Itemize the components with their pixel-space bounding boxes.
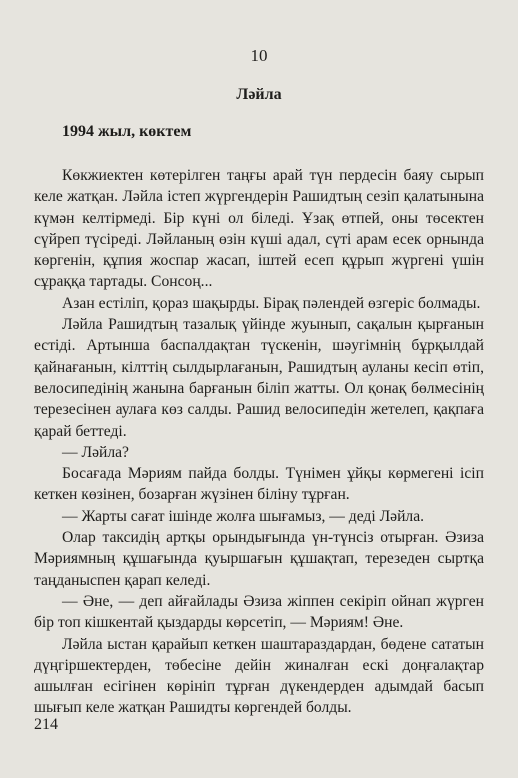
paragraph: — Әне, — деп айғайлады Әзиза жіппен секіріп ойнап жүрген бір топ кішкентай қыздарды көрсетіп, — Мәриям! Әне. — [34, 592, 484, 632]
paragraph: Босағада Мәриям пайда болды. Түнімен ұйқы көрмегені ісіп кеткен көзінен, бозарған жүзінен біліну тұрған. — [34, 465, 484, 504]
paragraph: Ләйла Рашидтың тазалық үйінде жуынып, сақалын қырғанын естіді. Артынша баспалдақтан түскенін, шәугімнің бұрқылдай қайнағанын, кілттің сылдырлағанын, Рашидтың ауланы кесіп өтіп, велосипедінің жанына барғанын біліп жатты. Ол қонақ бөлмесінің терезесінен аулаға көз салды. Рашид велосипедін жетелеп, қақпаға қарай беттеді. — [34, 316, 484, 440]
paragraph: Көкжиектен көтерілген таңғы арай түн пердесін баяу сырып келе жатқан. Ләйла істеп жүргендерін Рашидтың сезіп қалатынына күмән келтірмеді. Бір күні ол біледі. Ұзақ өтпей, оны төсектен сүйреп түсіреді. Ләйланың өзін күші адал, сүті арам есек орнында көргенін, құпия жоспар жасап, іштей есеп құрып жүргені үшін сұраққа тартады. Сонсоң... — [34, 167, 484, 291]
paragraph: — Ләйла? — [62, 443, 129, 461]
body-text — [34, 165, 484, 719]
paragraph: Азан естіліп, қораз шақырды. Бірақ пәлендей өзгеріс болмады. — [62, 294, 481, 312]
paragraph: Ләйла ыстан қарайып кеткен шаштараздардан, бөдене сататын дүңгіршектерден, төбесіне дейін жиналған ескі доңғалақтар ашылған есігінен көрініп тұрған дүкендерден адымдай басып шығып келе жатқан Рашидты көргендей болды. — [34, 635, 484, 717]
section-heading: 1994 жыл, көктем — [62, 123, 192, 140]
chapter-title: Ләйла — [236, 86, 282, 103]
chapter-number: 10 — [250, 46, 268, 65]
paragraph: — Жарты сағат ішінде жолға шығамыз, — деді Ләйла. — [62, 507, 425, 525]
paragraph: Олар таксидің артқы орындығында үн-түнсіз отырған. Әзиза Мәриямның құшағында қуыршағын құшақтап, терезеден сыртқа таңданыспен қарап келеді. — [34, 529, 484, 589]
page-number: 214 — [34, 716, 58, 733]
